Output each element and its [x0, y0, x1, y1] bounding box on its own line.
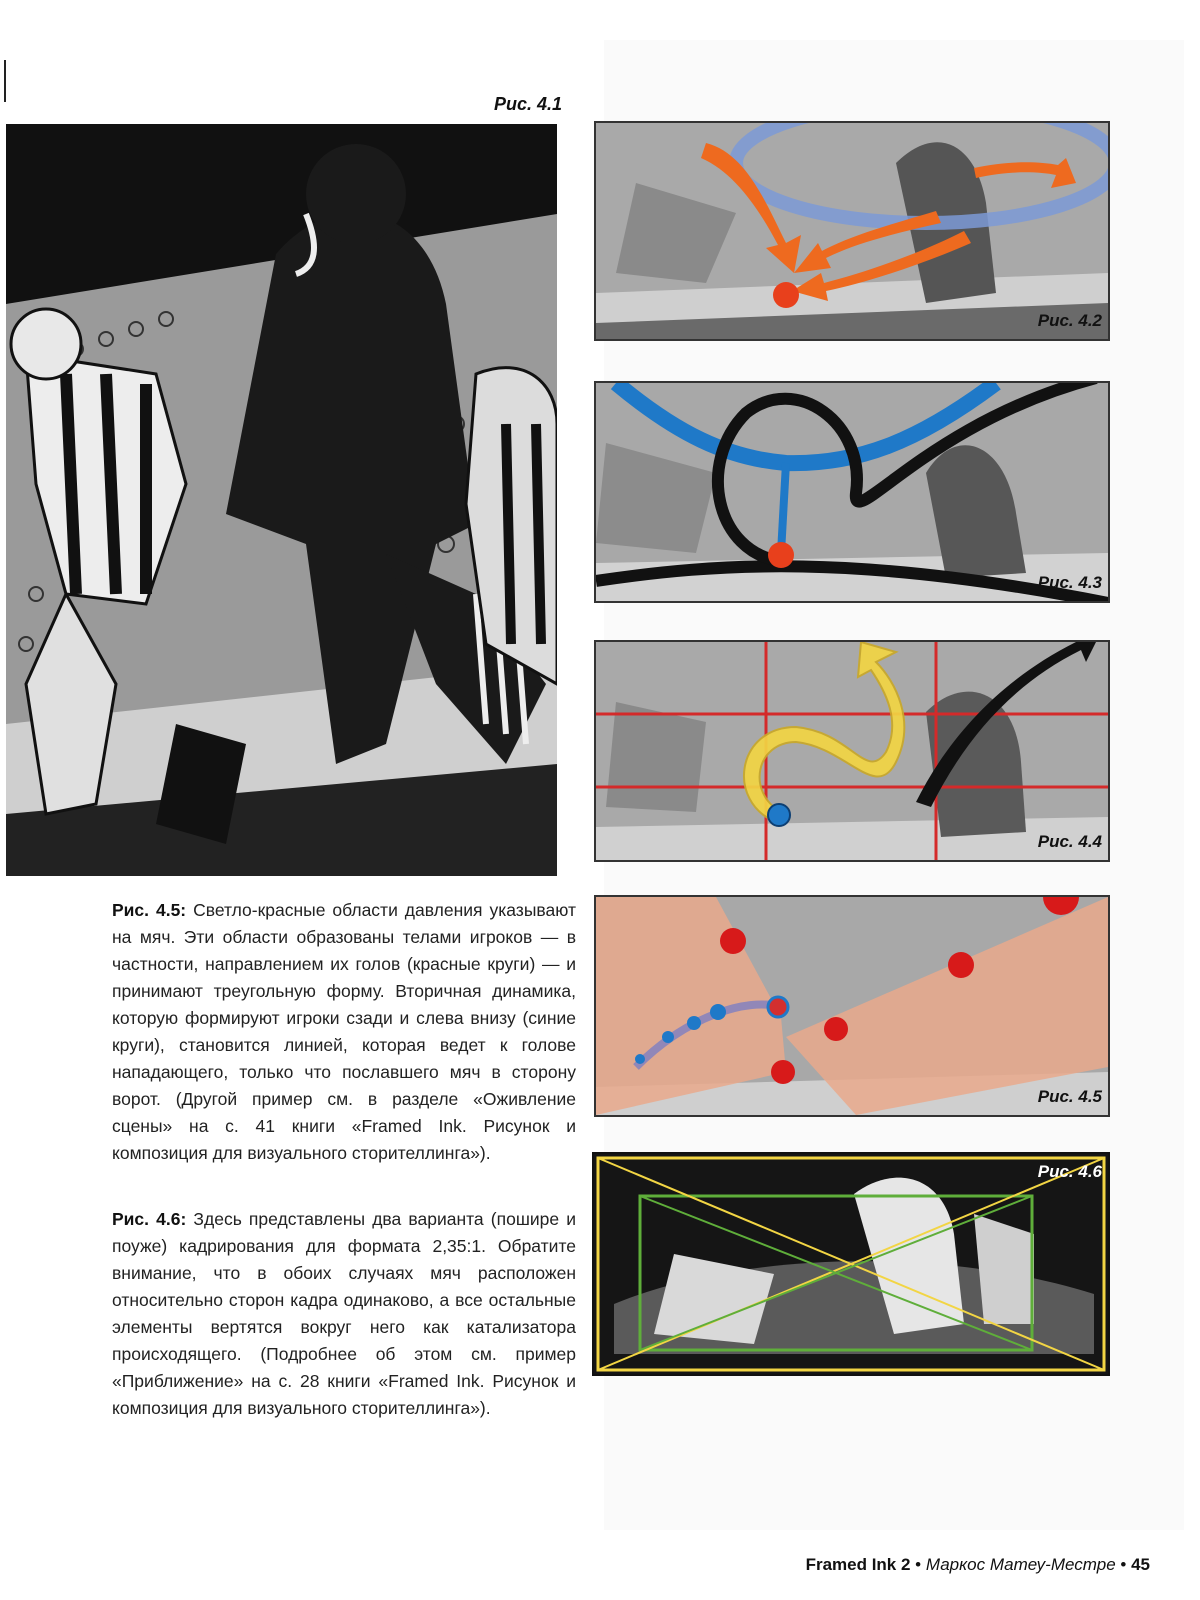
caption-fig-4-6	[112, 1206, 576, 1422]
margin-rule	[4, 60, 6, 102]
caption-fig-4-5-label: Рис. 4.5:	[112, 900, 187, 920]
footer-separator: •	[915, 1555, 922, 1574]
fig-4-6-label: Рис. 4.6	[1037, 1162, 1102, 1181]
fig-4-1-illustration	[6, 124, 557, 876]
fig-4-2-panel	[594, 121, 1110, 341]
fig-4-3-label: Рис. 4.3	[1037, 573, 1102, 592]
fig-4-4-diagram	[596, 642, 1108, 860]
footer-separator-2: •	[1120, 1555, 1127, 1574]
fig-4-3-panel	[594, 381, 1110, 603]
fig-4-6-panel	[592, 1152, 1110, 1376]
fig-4-6-diagram	[594, 1154, 1108, 1374]
fig-4-2-diagram	[596, 123, 1108, 339]
caption-fig-4-5	[112, 897, 576, 1167]
footer-author: Маркос Матеу-Местре	[925, 1555, 1116, 1574]
footer-book-title: Framed Ink 2	[805, 1555, 911, 1574]
fig-4-5-label: Рис. 4.5	[1037, 1087, 1102, 1106]
fig-4-4-panel	[594, 640, 1110, 862]
fig-4-4-label: Рис. 4.4	[1037, 832, 1102, 851]
caption-fig-4-6-label: Рис. 4.6:	[112, 1209, 187, 1229]
ball-marker	[773, 282, 799, 308]
page-number: 45	[1131, 1555, 1150, 1574]
fig-4-2-label: Рис. 4.2	[1037, 311, 1102, 330]
caption-fig-4-6-text: Здесь представлены два варианта (пошире и поуже) кадрирования для формата 2,35:1. Обратите внимание, что в обоих случаях мяч расположен относительно сторон кадра одинаково, а все остальные элементы вертятся вокруг него как катализатора происходящего. (Подробнее об этом см. пример «Приближение» на с. 28 книги «Framed Ink. Рисунок и композиция для визуального сторителлинга»).	[112, 1209, 576, 1418]
page-footer	[806, 1555, 1150, 1575]
soccer-players-illustration	[6, 124, 557, 876]
ball-marker	[768, 804, 790, 826]
fig-4-1-label: Рис. 4.1	[494, 94, 563, 114]
fig-4-3-diagram	[596, 383, 1108, 601]
fig-4-5-panel	[594, 895, 1110, 1117]
fig-4-5-diagram	[596, 897, 1108, 1115]
ball-marker	[768, 542, 794, 568]
caption-fig-4-5-text: Светло-красные области давления указывают на мяч. Эти области образованы телами игроков — в частности, направлением их голов (красные круги) — и принимают треугольную форму. Вторичная динамика, которую формируют игроки сзади и слева внизу (синие круги), становится линией, которая ведет к голове нападающего, только что пославшего мяч в сторону ворот. (Другой пример см. в разделе «Оживление сцены» на с. 41 книги «Framed Ink. Рисунок и композиция для визуального сторителлинга»).	[112, 900, 576, 1163]
